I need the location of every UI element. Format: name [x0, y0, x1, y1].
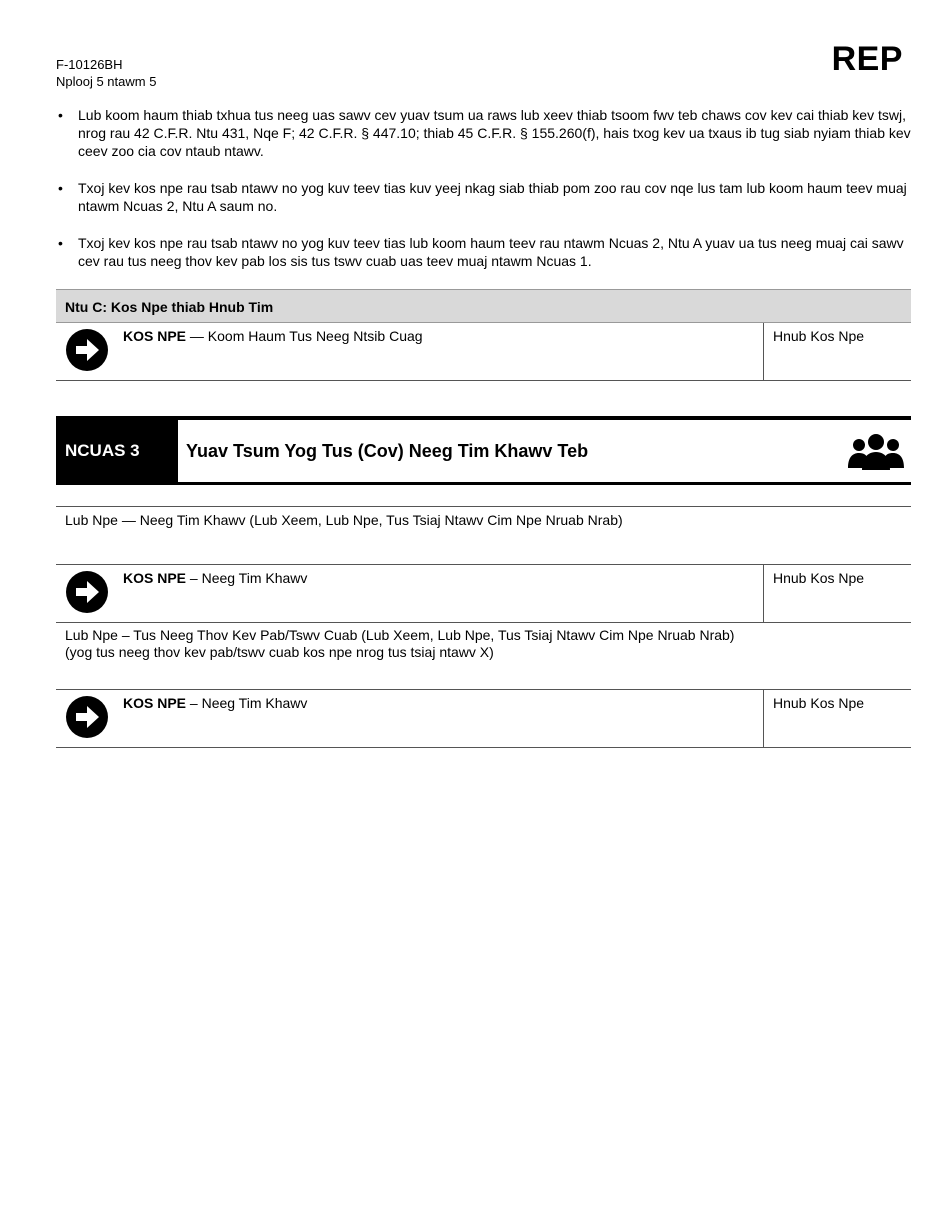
applicant-signature-row[interactable] — [56, 690, 911, 748]
applicant-signature-section — [56, 689, 911, 748]
list-item: • Txoj kev kos npe rau tsab ntawv no yog kuv teev tias kuv yeej nkag siab thiab pom zoo rau cov nqe lus tam lub koom haum teev muaj ntawm Ncuas 2, Ntu A saum no. — [58, 180, 907, 214]
bullet-icon: • — [58, 180, 63, 196]
page-info: Nplooj 5 ntawm 5 — [56, 74, 157, 89]
ncuas3-title: Yuav Tsum Yog Tus (Cov) Neeg Tim Khawv Teb — [186, 441, 589, 461]
arrow-right-icon — [65, 570, 109, 614]
bullet-icon: • — [58, 107, 63, 123]
ncuas3-tag: NCUAS 3 — [56, 420, 178, 482]
signature-label: KOS NPE – Neeg Tim Khawv — [123, 695, 308, 711]
arrow-right-icon — [65, 328, 109, 372]
form-id: F-10126BH — [56, 57, 123, 72]
ncuas3-header — [56, 416, 911, 485]
form-header — [56, 56, 156, 90]
terms-list — [56, 106, 911, 289]
signature-label: KOS NPE — Koom Haum Tus Neeg Ntsib Cuag — [123, 328, 423, 344]
section-c-title: Ntu C: Kos Npe thiab Hnub Tim — [56, 289, 911, 323]
signature-label: KOS NPE – Neeg Tim Khawv — [123, 570, 308, 586]
witness-name-field[interactable]: Lub Npe — Neeg Tim Khawv (Lub Xeem, Lub Npe, Tus Tsiaj Ntawv Cim Npe Nruab Nrab) — [56, 506, 911, 564]
contact-signature-row[interactable] — [56, 323, 911, 381]
signature-date-field[interactable]: Hnub Kos Npe — [763, 565, 911, 622]
group-icon — [847, 434, 905, 470]
signature-date-field[interactable]: Hnub Kos Npe — [763, 690, 911, 747]
witness-signature-section — [56, 564, 911, 623]
arrow-right-icon — [65, 695, 109, 739]
witness-signature-row[interactable] — [56, 565, 911, 623]
bullet-icon: • — [58, 235, 63, 251]
list-item: • Txoj kev kos npe rau tsab ntawv no yog kuv teev tias lub koom haum teev rau ntawm Ncuas 2, Ntu A yuav ua tus neeg muaj cai sawv cev rau tus neeg thov kev pab los sis tus tswv cuab uas teev muaj ntawm Ncuas 1. — [58, 235, 904, 269]
rep-badge: REP — [831, 40, 903, 78]
section-c — [56, 289, 911, 381]
signature-date-field[interactable]: Hnub Kos Npe — [763, 323, 911, 380]
list-item: • Lub koom haum thiab txhua tus neeg uas sawv cev yuav tsum ua raws lub xeev thiab tsoom fwv teb chaws cov kev cai thiab kev tswj, nrog rau 42 C.F.R. Ntu 431, Nqe F; 42 C.F.R. § 447.10; thiab 45 C.F.R. § 155.260(f), hais txog kev ua txaus ib tug siab nyiam thiab kev ceev zoo cia cov ntaub ntawv. — [58, 107, 911, 159]
applicant-name-field[interactable]: Lub Npe – Tus Neeg Thov Kev Pab/Tswv Cuab (Lub Xeem, Lub Npe, Tus Tsiaj Ntawv Cim Npe Nruab Nrab) (yog tus neeg thov kev pab/tswv cuab kos npe nrog tus tsiaj ntawv X) — [65, 627, 735, 660]
